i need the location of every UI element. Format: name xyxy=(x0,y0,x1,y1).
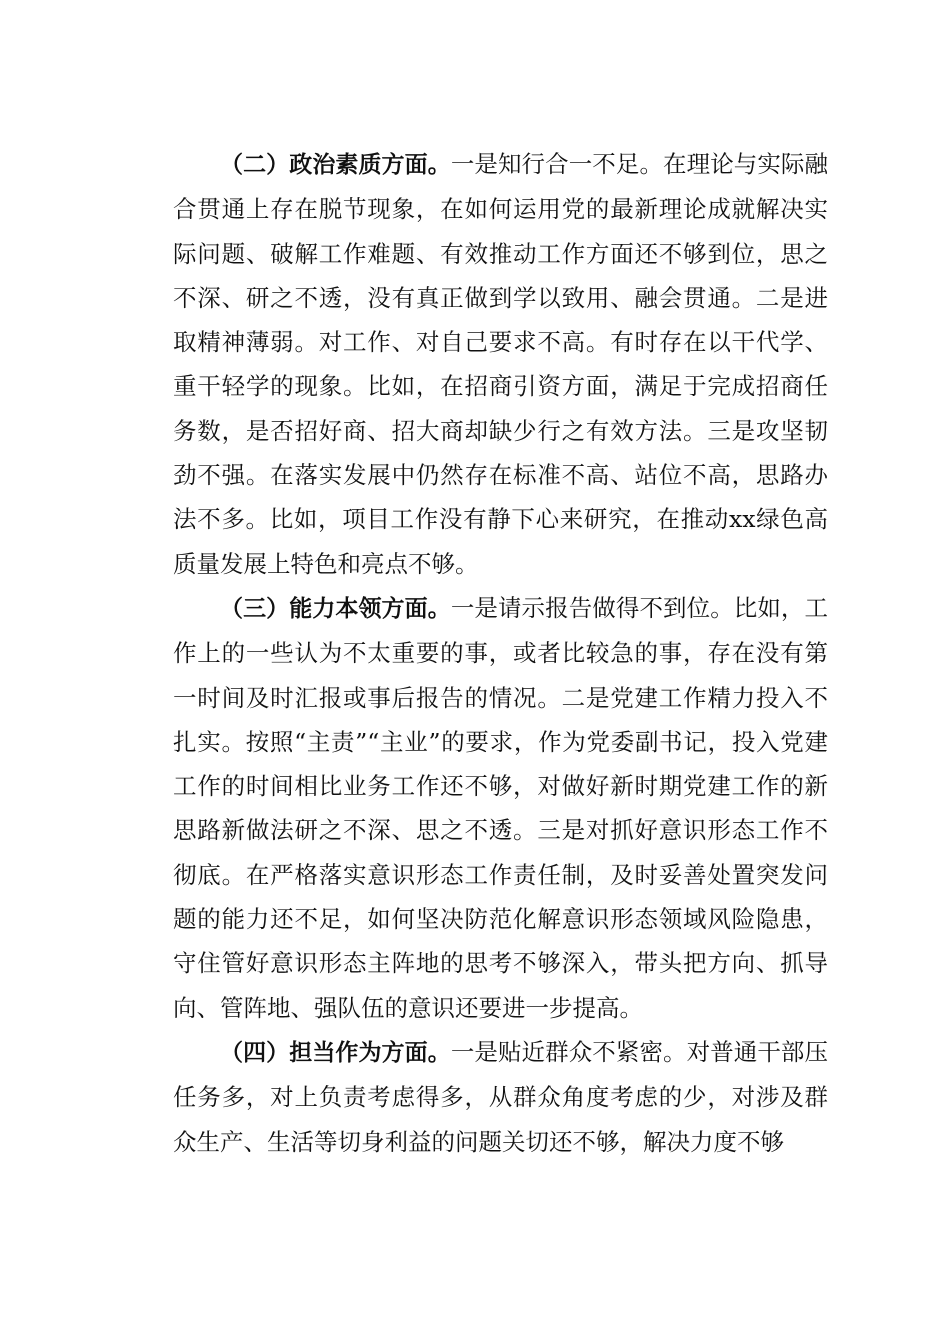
paragraph-ability xyxy=(173,586,828,1030)
document-body xyxy=(173,142,828,1164)
section-heading: （二）政治素质方面。 xyxy=(220,152,451,178)
paragraph-text: 一是贴近群众不紧密。对普通干部压任务多，对上负责考虑得多，从群众角度考虑的少，对涉及群众生产、生活等切身利益的问题关切还不够，解决力度不够 xyxy=(173,1037,829,1156)
paragraph-text: 一是请示报告做得不到位。比如，工作上的一些认为不太重要的事，或者比较急的事，存在没有第一时间及时汇报或事后报告的情况。二是党建工作精力投入不扎实。按照“主责”“主业”的要求，作为党委副书记，投入党建工作的时间相比业务工作还不够，对做好新时期党建工作的新思路新做法研之不深、思之不透。三是对抓好意识形态工作不彻底。在严格落实意识形态工作责任制，及时妥善处置突发问题的能力还不足，如何坚决防范化解意识形态领域风险隐患，守住管好意识形态主阵地的思考不够深入，带头把方向、抓导向、管阵地、强队伍的意识还要进一步提高。 xyxy=(173,593,829,1022)
section-heading: （三）能力本领方面。 xyxy=(220,595,451,622)
paragraph-political-quality xyxy=(173,142,828,586)
paragraph-responsibility xyxy=(173,1030,828,1164)
section-heading: （四）担当作为方面。 xyxy=(220,1039,451,1066)
paragraph-text: 一是知行合一不足。在理论与实际融合贯通上存在脱节现象，在如何运用党的最新理论成就解决实际问题、破解工作难题、有效推动工作方面还不够到位，思之不深、研之不透，没有真正做到学以致用、融会贯通。二是进取精神薄弱。对工作、对自己要求不高。有时存在以干代学、重干轻学的现象。比如，在招商引资方面，满足于完成招商任务数，是否招好商、招大商却缺少行之有效方法。三是攻坚韧劲不强。在落实发展中仍然存在标准不高、站位不高，思路办法不多。比如，项目工作没有静下心来研究，在推动xx绿色高质量发展上特色和亮点不够。 xyxy=(173,150,829,578)
